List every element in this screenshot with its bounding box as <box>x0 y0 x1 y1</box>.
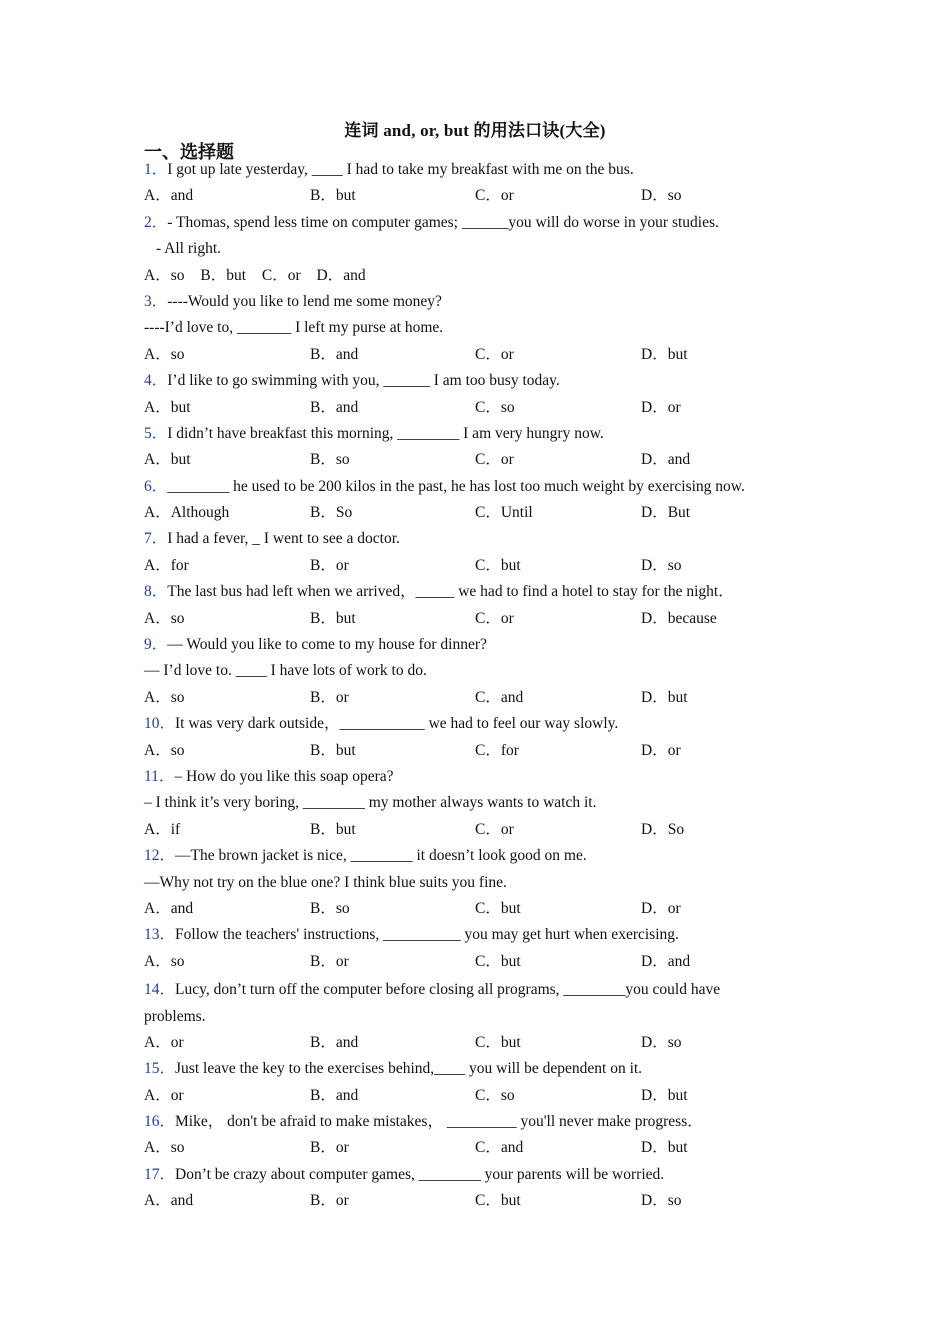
option-c[interactable]: C．and <box>475 688 524 706</box>
question-stem <box>144 632 824 658</box>
question-number: 8． <box>144 583 168 601</box>
option-c[interactable]: C．and <box>475 1139 524 1157</box>
option-c[interactable]: C．or <box>475 187 514 205</box>
section-heading: 一、选择题 <box>144 142 234 162</box>
question-number: 3． <box>144 292 168 310</box>
option-c[interactable]: C．but <box>475 556 521 574</box>
option-row <box>144 1083 824 1109</box>
question-number: 16． <box>144 1113 176 1131</box>
option-row <box>144 342 824 368</box>
option-c[interactable]: C．or <box>475 820 514 838</box>
question-stem <box>144 157 824 183</box>
question-text: Just leave the key to the exercises behind,____ you will be dependent on it. <box>175 1060 643 1078</box>
option-d[interactable]: D．and <box>641 952 691 970</box>
option-row <box>144 685 824 711</box>
question-stem <box>144 977 824 1003</box>
option-b[interactable]: B．but <box>200 266 247 284</box>
question-number: 15． <box>144 1060 176 1078</box>
question-number: 12． <box>144 847 176 865</box>
question-text-continued: ----I’d love to, _______ I left my purse at home. <box>144 319 444 337</box>
option-b[interactable]: B．and <box>310 345 359 363</box>
option-b[interactable]: B．and <box>310 1033 359 1051</box>
option-row <box>144 263 824 289</box>
option-a[interactable]: A．so <box>144 345 185 363</box>
option-b[interactable]: B．and <box>310 1086 359 1104</box>
option-b[interactable]: B．or <box>310 688 349 706</box>
option-a[interactable]: A．so <box>144 1139 185 1157</box>
question-text: I’d like to go swimming with you, ______ I am too busy today. <box>167 372 560 390</box>
question-number: 14． <box>144 981 176 999</box>
option-b[interactable]: B．or <box>310 952 349 970</box>
option-row <box>144 896 824 922</box>
option-a[interactable]: A．so <box>144 609 185 627</box>
question-text: I didn’t have breakfast this morning, ________ I am very hungry now. <box>167 424 604 442</box>
question-text: – How do you like this soap opera? <box>174 767 394 785</box>
option-d[interactable]: D．and <box>641 451 691 469</box>
question-text: ----Would you like to lend me some money? <box>167 292 442 310</box>
option-a[interactable]: A．and <box>144 1192 194 1210</box>
question-stem <box>144 210 824 236</box>
option-a[interactable]: A．and <box>144 187 194 205</box>
option-a[interactable]: A．but <box>144 451 191 469</box>
option-c[interactable]: C．so <box>475 1086 515 1104</box>
option-b[interactable]: B．or <box>310 1139 349 1157</box>
option-a[interactable]: A．and <box>144 899 194 917</box>
question-number: 1． <box>144 161 168 178</box>
option-d[interactable]: D．but <box>641 345 688 363</box>
option-a[interactable]: A．if <box>144 820 181 838</box>
question-text: ________ he used to be 200 kilos in the past, he has lost too much weight by exercising now. <box>167 477 745 495</box>
question-text: I had a fever, _ I went to see a doctor. <box>167 530 400 548</box>
option-row <box>144 1135 824 1161</box>
option-a[interactable]: A．Although <box>144 504 230 522</box>
option-c[interactable]: C．or <box>475 451 514 469</box>
option-c[interactable]: C．or <box>475 609 514 627</box>
page-title: 连词 and, or, but 的用法口诀(大全) <box>344 121 606 140</box>
option-c[interactable]: C．but <box>475 952 521 970</box>
question-number: 6． <box>144 477 168 495</box>
option-b[interactable]: B．but <box>310 820 356 838</box>
question-text-continued: — I’d love to. ____ I have lots of work to do. <box>144 662 427 680</box>
question-stem <box>144 764 824 790</box>
option-d[interactable]: D．but <box>641 688 688 706</box>
option-d[interactable]: D．or <box>641 899 681 917</box>
question-stem <box>144 1109 824 1135</box>
option-c[interactable]: C．or <box>261 266 301 284</box>
question-text-continued: problems. <box>144 1007 206 1025</box>
question-number: 9． <box>144 636 168 654</box>
question-stem <box>144 579 824 605</box>
option-c[interactable]: C．for <box>475 741 519 759</box>
option-a[interactable]: A．or <box>144 1033 184 1051</box>
question-number: 13． <box>144 926 176 944</box>
option-c[interactable]: C．so <box>475 398 515 416</box>
option-d[interactable]: D．So <box>641 820 685 838</box>
option-row <box>144 395 824 421</box>
question-stem <box>144 1162 824 1188</box>
option-row <box>144 817 824 843</box>
question-number: 2． <box>144 213 168 231</box>
option-row <box>144 1188 824 1214</box>
option-b[interactable]: B．but <box>310 187 356 205</box>
question-stem <box>144 1056 824 1082</box>
option-row <box>144 500 824 526</box>
option-a[interactable]: A．so <box>144 266 185 284</box>
option-b[interactable]: B．or <box>310 1192 349 1210</box>
option-row <box>144 553 824 579</box>
question-stem <box>144 526 824 552</box>
option-c[interactable]: C．but <box>475 1192 521 1210</box>
question-text: Mike， don't be afraid to make mistakes， _________ you'll never make progress． <box>175 1113 703 1131</box>
option-d[interactable]: D．or <box>641 398 681 416</box>
option-row <box>144 183 824 209</box>
option-b[interactable]: B．or <box>310 556 349 574</box>
option-c[interactable]: C．Until <box>475 504 533 522</box>
option-d[interactable]: D．But <box>641 504 691 522</box>
option-d[interactable]: D．so <box>641 1033 682 1051</box>
option-d[interactable]: D．because <box>641 609 717 627</box>
question-text: —The brown jacket is nice, ________ it doesn’t look good on me. <box>175 847 587 865</box>
option-b[interactable]: B．and <box>310 398 359 416</box>
option-b[interactable]: B．So <box>310 504 353 522</box>
option-row <box>144 606 824 632</box>
option-d[interactable]: D．or <box>641 741 681 759</box>
option-d[interactable]: D．so <box>641 556 682 574</box>
option-d[interactable]: D．so <box>641 187 682 205</box>
option-a[interactable]: A．or <box>144 1086 184 1104</box>
question-stem <box>144 421 824 447</box>
option-row <box>144 949 824 975</box>
question-text: Lucy, don’t turn off the computer before closing all programs, ________you could have <box>175 981 721 999</box>
question-number: 10． <box>144 715 176 733</box>
question-stem <box>144 922 824 948</box>
option-a[interactable]: A．for <box>144 556 189 574</box>
option-row <box>144 738 824 764</box>
option-d[interactable]: D．so <box>641 1192 682 1210</box>
option-c[interactable]: C．or <box>475 345 514 363</box>
option-b[interactable]: B．but <box>310 609 356 627</box>
question-stem <box>144 368 824 394</box>
question-text: — Would you like to come to my house for dinner? <box>167 636 487 654</box>
question-stem <box>144 289 824 315</box>
question-list <box>144 157 824 1215</box>
question-number: 7． <box>144 530 168 548</box>
question-text: Don’t be crazy about computer games, ________ your parents will be worried. <box>175 1165 665 1183</box>
question-text-continued: —Why not try on the blue one? I think blue suits you fine. <box>144 873 507 891</box>
option-row <box>144 1030 824 1056</box>
question-stem <box>144 474 824 500</box>
question-text: It was very dark outside，___________ we had to feel our way slowly. <box>175 715 619 733</box>
question-text: Follow the teachers' instructions, __________ you may get hurt when exercising. <box>175 926 679 944</box>
question-number: 17． <box>144 1165 176 1183</box>
option-c[interactable]: C．but <box>475 899 521 917</box>
question-text: I got up late yesterday, ____ I had to take my breakfast with me on the bus. <box>167 161 634 178</box>
option-d[interactable]: D．and <box>316 266 366 284</box>
question-stem <box>144 711 824 737</box>
option-b[interactable]: B．so <box>310 451 350 469</box>
option-d[interactable]: D．but <box>641 1086 688 1104</box>
question-text: - Thomas, spend less time on computer games; ______you will do worse in your studies. <box>167 213 719 231</box>
option-row <box>144 447 824 473</box>
option-a[interactable]: A．so <box>144 952 185 970</box>
question-text: The last bus had left when we arrived，_____ we had to find a hotel to stay for the night． <box>167 583 734 601</box>
question-number: 11． <box>144 767 175 785</box>
option-b[interactable]: B．so <box>310 899 350 917</box>
question-number: 5． <box>144 424 168 442</box>
option-b[interactable]: B．but <box>310 741 356 759</box>
option-c[interactable]: C．but <box>475 1033 521 1051</box>
question-number: 4． <box>144 372 168 390</box>
option-d[interactable]: D．but <box>641 1139 688 1157</box>
question-text-continued: – I think it’s very boring, ________ my mother always wants to watch it. <box>144 794 597 812</box>
question-text-continued: - All right. <box>156 240 222 258</box>
option-a[interactable]: A．but <box>144 398 191 416</box>
option-a[interactable]: A．so <box>144 741 185 759</box>
option-a[interactable]: A．so <box>144 688 185 706</box>
question-stem <box>144 843 824 869</box>
